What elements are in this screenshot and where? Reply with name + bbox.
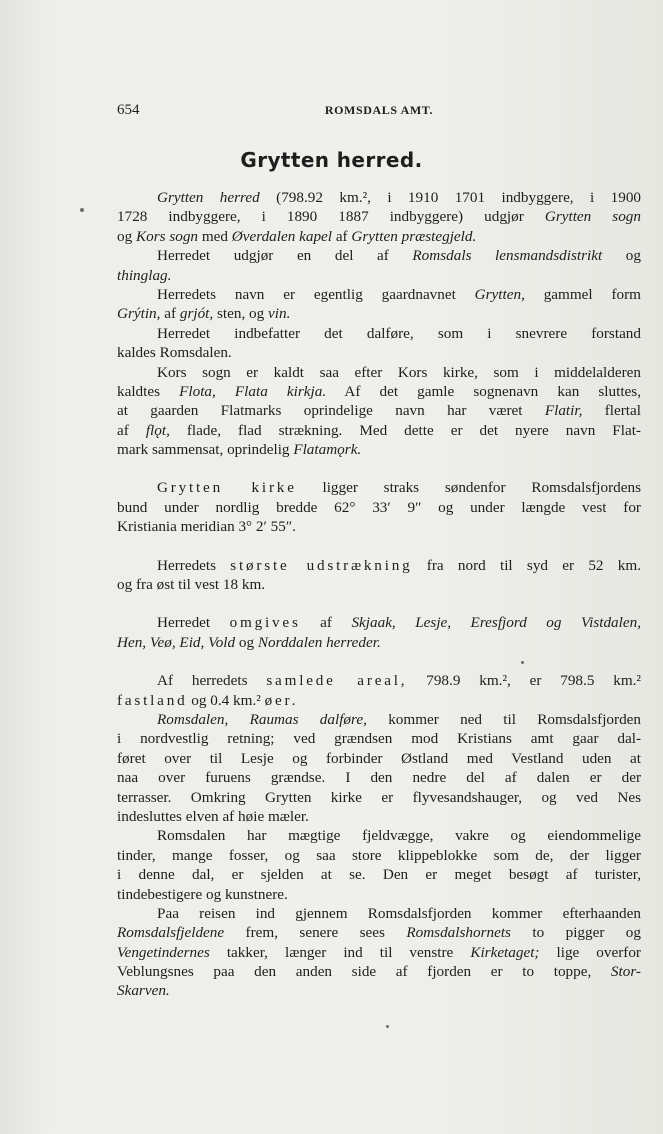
italic-text: Romsdalsfjeldene [117, 924, 225, 942]
text-run: at gaarden Flatmarks oprindelige navn har været [117, 402, 545, 420]
italic-text: flǫt, [145, 421, 170, 439]
italic-text: Grytten, [474, 285, 525, 303]
text-run: takker, længer ind til venstre [209, 943, 471, 961]
italic-text: Grýtin, [117, 305, 161, 323]
page-header [117, 102, 641, 122]
italic-text: Grytten præstegjeld. [351, 227, 477, 245]
text-line [117, 962, 641, 981]
text-run: flade, flad strækning. Med dette er det nyere navn Flat- [169, 421, 641, 439]
italic-text: Romsdalshornets [406, 924, 511, 942]
text-run: Herredets navn er egentlig gaardnavnet [157, 285, 475, 303]
text-run: og 0.4 km.² [187, 691, 265, 709]
text-line [117, 285, 641, 304]
body-text [117, 188, 641, 1001]
italic-text: Øverdalen kapel [231, 227, 333, 245]
text-line [117, 363, 641, 382]
spaced-text: omgives [229, 614, 301, 632]
italic-text: Romsdalen, Raumas dalføre, [157, 710, 367, 728]
text-line [117, 246, 641, 265]
text-run: naa over furuens grændse. I den nedre del af dalen er der [117, 769, 641, 787]
italic-text: Kors sogn [135, 227, 199, 245]
text-line [117, 556, 641, 575]
text-run: terrasser. Omkring Grytten kirke er flyvesandshauger, og ved Nes [117, 788, 641, 806]
text-run: Kristiania meridian 3° 2′ 55″. [117, 518, 296, 536]
text-line [117, 846, 641, 865]
text-line [117, 401, 641, 420]
text-line [117, 923, 641, 942]
text-line [117, 633, 641, 652]
spaced-text: største udstrækning [230, 556, 413, 574]
paragraph-gap [117, 459, 641, 478]
speck-mark [386, 1025, 389, 1028]
italic-text: Norddalen herreder. [257, 633, 381, 651]
text-run: i denne dal, er sjelden at se. Den er meget besøgt af turister, [117, 866, 641, 884]
text-line [117, 343, 641, 362]
page-number: 654 [117, 102, 140, 118]
italic-text: Skjaak, Lesje, Eresfjord og Vistdalen, [351, 614, 641, 632]
spaced-text: fastland [117, 691, 188, 709]
section-title: Grytten herred. [240, 148, 423, 172]
italic-text: Stor- [610, 963, 641, 981]
text-line [117, 865, 641, 884]
text-line [117, 266, 641, 285]
text-line [117, 749, 641, 768]
text-run: Herredet indbefatter det dalføre, som i snevrere forstand [157, 324, 641, 342]
speck-mark [521, 661, 524, 664]
text-run: lige overfor [539, 943, 641, 961]
text-line [117, 324, 641, 343]
text-line [117, 440, 641, 459]
italic-text: Flatir, [544, 402, 583, 420]
text-run: bund under nordlig bredde 62° 33′ 9″ og under længde vest for [117, 498, 641, 516]
text-run: og fra øst til vest 18 km. [117, 576, 266, 594]
text-line [117, 575, 641, 594]
italic-text: grjót, [179, 305, 214, 323]
text-line [117, 382, 641, 401]
speck-mark [80, 208, 84, 212]
text-run: ligger straks søndenfor Romsdalsfjordens [296, 479, 641, 497]
italic-text: vin. [268, 305, 291, 323]
text-run: kaldes Romsdalen. [117, 344, 232, 362]
text-run: af [300, 614, 352, 632]
text-line [117, 304, 641, 323]
text-line [117, 498, 641, 517]
text-run: tindebestigere og kunstnere. [117, 885, 288, 903]
text-run: 798.9 km.², er 798.5 km.² [407, 672, 641, 690]
text-line [117, 421, 641, 440]
paragraph-gap [117, 537, 641, 556]
text-run: og [235, 633, 258, 651]
text-run: frem, senere sees [224, 924, 407, 942]
paragraph-gap [117, 594, 641, 613]
italic-text: thinglag. [117, 266, 172, 284]
text-line [117, 807, 641, 826]
text-run: føret over til Lesje og forbinder Østland med Vestland uden at [117, 749, 641, 767]
italic-text: Skarven. [117, 982, 170, 1000]
text-run: kommer ned til Romsdalsfjorden [366, 710, 641, 728]
text-run: og [602, 247, 641, 265]
italic-text: Grytten herred [157, 189, 260, 206]
text-run: Kors sogn er kaldt saa efter Kors kirke, som i middelalderen [157, 363, 641, 381]
running-title: ROMSDALS AMT. [324, 103, 434, 117]
text-run: 1728 indbyggere, i 1890 1887 indbyggere) udgjør [117, 208, 545, 226]
text-run: Veblungsnes paa den anden side af fjorden er to toppe, [117, 963, 611, 981]
italic-text: Grytten sogn [544, 208, 641, 226]
italic-text: Flatamǫrk. [293, 441, 362, 459]
italic-text: Kirketaget; [470, 943, 540, 961]
text-line [117, 710, 641, 729]
text-line [117, 729, 641, 748]
text-run: indesluttes elven af høie mæler. [117, 807, 309, 825]
text-run: Af herredets [157, 672, 267, 690]
text-run: kaldtes [117, 382, 180, 400]
text-run: af [117, 421, 146, 439]
text-run: af [160, 305, 180, 323]
italic-text: Hen, Veø, Eid, Vold [117, 633, 236, 651]
text-run: flertal [582, 402, 641, 420]
text-line [117, 788, 641, 807]
text-run: sten, og [213, 305, 269, 323]
spaced-text: Grytten kirke [157, 479, 297, 497]
text-run: (798.92 km.², i 1910 1701 indbyggere, i 1900 [259, 189, 642, 206]
italic-text: Vengetindernes [117, 943, 210, 961]
italic-text: Romsdals lensmandsdistrikt [412, 247, 603, 265]
text-run: mark sammensat, oprindelig [117, 441, 294, 459]
text-run: Herredets [157, 556, 231, 574]
text-run: og [117, 227, 136, 245]
text-line [117, 478, 641, 497]
text-line [117, 691, 641, 710]
text-run: gammel form [524, 285, 641, 303]
text-line [117, 188, 641, 207]
text-run: Af det gamle sognenavn kan sluttes, [326, 382, 641, 400]
text-line [117, 826, 641, 845]
text-run: Herredet udgjør en del af [157, 247, 413, 265]
text-line [117, 671, 641, 690]
text-line [117, 227, 641, 246]
text-run: Paa reisen ind gjennem Romsdalsfjorden kommer efterhaanden [157, 904, 641, 922]
text-run: fra nord til syd er 52 km. [412, 556, 641, 574]
text-line [117, 207, 641, 226]
text-run: i nordvestlig retning; ved grændsen mod Kristians amt gaar dal- [117, 730, 641, 748]
italic-text: Flota, Flata kirkja. [179, 382, 327, 400]
text-run: Romsdalen har mægtige fjeldvægge, vakre og eiendommelige [157, 827, 641, 845]
text-line [117, 904, 641, 923]
text-run: tinder, mange fosser, og saa store klippeblokke som de, der ligger [117, 846, 641, 864]
text-line [117, 981, 641, 1000]
text-line [117, 943, 641, 962]
text-run: med [198, 227, 232, 245]
text-run: af [332, 227, 352, 245]
text-run: to pigger og [510, 924, 641, 942]
text-line [117, 885, 641, 904]
paragraph-gap [117, 652, 641, 671]
spaced-text: samlede areal, [266, 672, 408, 690]
text-run: Herredet [157, 614, 230, 632]
spaced-text: øer. [264, 691, 299, 709]
text-line [117, 613, 641, 632]
text-line [117, 768, 641, 787]
text-line [117, 517, 641, 536]
